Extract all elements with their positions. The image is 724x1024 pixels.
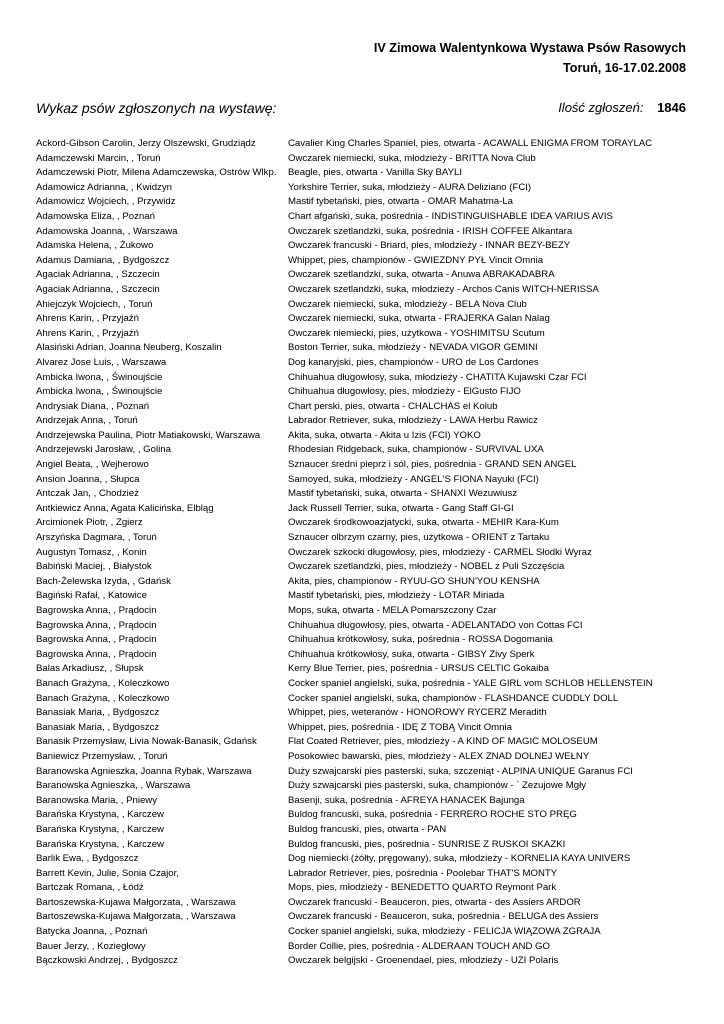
owner-name: Banasiak Maria, , Bydgoszcz [36,721,160,733]
dog-entry: Owczarek niemiecki, suka, otwarta - FRAJERKA Galan Nalag [288,313,550,325]
list-item [36,444,696,455]
dog-entry: Mops, suka, otwarta - MELA Pomarszczony Czar [288,605,497,616]
list-item [36,897,696,908]
owner-name: Ahrens Karin, , Przyjaźń [36,313,139,325]
owner-name: Balas Arkadiusz, , Słupsk [36,663,144,675]
dog-entry: Labrador Retriever, suka, młodzieży - LAWA Herbu Rawicz [288,415,538,427]
list-item [36,955,696,966]
list-item [36,853,696,864]
list-item [36,590,696,601]
dog-entry: Border Collie, pies, pośrednia - ALDERAAN TOUCH AND GO [288,940,550,952]
owner-name: Batycka Joanna, , Poznań [36,926,148,938]
list-item [36,401,696,412]
list-item [36,693,696,704]
list-item [36,868,696,879]
list-item [36,926,696,937]
dog-entry: Jack Russell Terrier, suka, otwarta - Gang Staff GI-GI [288,502,514,514]
list-item [36,284,696,295]
dog-entry: Owczarek szetlandzki, suka, młodzieży - Archos Canis WITCH-NERISSA [288,283,599,295]
owner-name: Andrzejewska Paulina, Piotr Matiakowski, Warszawa [36,429,261,441]
owner-name: Alasiński Adrian, Joanna Neuberg, Koszalin [36,342,222,354]
dog-entry: Owczarek niemiecki, suka, młodzieży - BELA Nova Club [288,298,527,310]
dog-entry: Mastif tybetański, suka, otwarta - SHANXI Wezuwiusz [288,488,518,500]
dog-entry: Owczarek francuski - Briard, pies, młodzieży - INNAR BEZY-BEZY [288,240,571,252]
list-item [36,882,696,893]
list-item [36,269,696,280]
dog-entry: Chart perski, pies, otwarta - CHALCHAS el Kolub [288,400,498,412]
dog-entry: Sznaucer olbrzym czarny, pies, użytkowa - ORIENT z Tartaku [288,532,550,544]
list-item [36,182,696,193]
dog-entry: Mastif tybetański, pies, otwarta - OMAR Mahatma-La [288,196,513,208]
list-item [36,941,696,952]
dog-entry: Cocker spaniel angielski, suka, pośrednia - YALE GIRL vom SCHLOB HELLENSTEIN [288,677,653,689]
list-item [36,196,696,207]
list-item [36,620,696,631]
owner-name: Ambicka Iwona, , Świnoujście [36,371,163,383]
list-item [36,561,696,572]
dog-entry: Akita, pies, championów - RYUU-GO SHUN'YOU KENSHA [288,575,540,587]
dog-entry: Owczarek belgijski - Groenendael, pies, młodzieży - UZI Polaris [288,955,559,967]
list-item [36,167,696,178]
dog-entry: Posokowiec bawarski, pies, młodzieży - ALEX ZNAD DOLNEJ WEŁNY [288,750,590,762]
dog-entry: Duży szwajcarski pies pasterski, suka, szczeniąt - ALPINA UNIQUE Garanus FCI [288,765,633,777]
owner-name: Barrett Kevin, Julie, Sonia Czajor, [36,867,179,879]
owner-name: Adamska Helena, , Żukowo [36,240,154,252]
entries-list [36,138,696,970]
list-item [36,474,696,485]
owner-name: Augustyn Tomasz, , Konin [36,546,147,558]
owner-name: Adamowska Joanna, , Warszawa [36,225,178,237]
dog-entry: Whippet, pies, championów - GWIEZDNY PYŁ Vincit Omnia [288,254,544,266]
dog-entry: Dog kanaryjski, pies, championów - URO de Los Cardones [288,356,539,368]
owner-name: Adamowska Eliza, , Poznań [36,210,155,222]
dog-entry: Boston Terrier, suka, młodzieży - NEVADA VIGOR GEMINI [288,342,538,354]
list-item [36,372,696,383]
list-item [36,722,696,733]
list-item [36,313,696,324]
list-item [36,678,696,689]
owner-name: Ahiejczyk Wojciech, , Toruń [36,298,153,310]
owner-name: Banasik Przemysław, Livia Nowak-Banasik, Gdańsk [36,736,257,748]
owner-name: Babiński Maciej, , Białystok [36,561,152,573]
list-item [36,634,696,645]
dog-entry: Owczarek francuski - Beauceron, pies, otwarta - des Assiers ARDOR [288,896,581,908]
header-title: IV Zimowa Walentynkowa Wystawa Psów Rasowych [373,41,686,55]
owner-name: Ahrens Karin, , Przyjaźń [36,327,139,339]
list-item [36,707,696,718]
owner-name: Angiel Beata, , Wejherowo [36,459,149,471]
owner-name: Andrzejak Anna, , Toruń [36,415,138,427]
owner-name: Bartoszewska-Kujawa Małgorzata, , Warszawa [36,911,236,923]
owner-name: Baranowska Agnieszka, Joanna Rybak, Warszawa [36,765,252,777]
dog-entry: Yorkshire Terrier, suka, młodzieży - AURA Deliziano (FCI) [288,181,532,193]
list-item [36,780,696,791]
list-item [36,547,696,558]
dog-entry: Cavalier King Charles Spaniel, pies, otwarta - ACAWALL ENIGMA FROM TORAYLAC [288,138,653,149]
dog-entry: Chihuahua długowłosy, suka, młodzieży - CHATITA Kujawski Czar FCI [288,371,587,383]
list-item [36,517,696,528]
owner-name: Bartoszewska-Kujawa Małgorzata, , Warszawa [36,896,236,908]
entry-count [558,100,686,115]
dog-entry: Cocker spaniel angielski, suka, championów - FLASHDANCE CUDDLY DOLL [288,692,619,704]
dog-entry: Mastif tybetański, pies, młodzieży - LOTAR Miriada [288,590,505,602]
dog-entry: Owczarek szetlandzki, suka, pośrednia - IRISH COFFEE Alkantara [288,225,573,237]
header-subtitle: Toruń, 16-17.02.2008 [563,61,686,75]
owner-name: Bach-Żelewska Izyda, , Gdańsk [36,575,171,587]
dog-entry: Owczarek szetlandzki, pies, młodzieży - NOBEL z Puli Szczęścia [288,561,565,573]
dog-entry: Buldog francuski, pies, pośrednia - SUNRISE Z RUSKOI SKAZKI [288,838,566,850]
owner-name: Barańska Krystyna, , Karczew [36,809,164,821]
list-item [36,911,696,922]
owner-name: Barańska Krystyna, , Karczew [36,838,164,850]
list-heading: Wykaz psów zgłoszonych na wystawę: [36,100,277,116]
owner-name: Ambicka Iwona, , Świnoujście [36,386,163,398]
owner-name: Baniewicz Przemysław, , Toruń [36,750,168,762]
list-item [36,576,696,587]
list-item [36,255,696,266]
dog-entry: Samoyed, suka, młodzieży - ANGEL'S FIONA Nayuki (FCI) [288,473,539,485]
count-value: 1846 [657,100,686,115]
dog-entry: Chihuahua krótkowłosy, suka, pośrednia - ROSSA Dogomania [288,634,553,646]
list-item [36,430,696,441]
dog-entry: Owczarek szkocki długowłosy, pies, młodzieży - CARMEL Słodki Wyraz [288,546,592,558]
list-item [36,342,696,353]
list-item [36,211,696,222]
owner-name: Bagrowska Anna, , Prądocin [36,634,157,646]
owner-name: Agaciak Adrianna, , Szczecin [36,283,160,295]
list-item [36,824,696,835]
owner-name: Bartczak Romana, , Łódź [36,882,144,894]
dog-entry: Owczarek środkowoazjatycki, suka, otwarta - MEHIR Kara-Kum [288,517,559,529]
list-item [36,649,696,660]
dog-entry: Labrador Retriever, pies, pośrednia - Poolebar THAT'S MONTY [288,867,558,879]
owner-name: Adamus Damiana, , Bydgoszcz [36,254,170,266]
list-item [36,299,696,310]
dog-entry: Rhodesian Ridgeback, suka, championów - SURVIVAL UXA [288,444,544,456]
dog-entry: Owczarek szetlandzki, suka, otwarta - Anuwa ABRAKADABRA [288,269,555,281]
owner-name: Antkiewicz Anna, Agata Kalicińska, Elbląg [36,502,214,514]
dog-entry: Buldog francuski, pies, otwarta - PAN [288,823,447,835]
list-item [36,532,696,543]
owner-name: Barańska Krystyna, , Karczew [36,823,164,835]
list-item [36,663,696,674]
owner-name: Arszyńska Dagmara, , Toruń [36,532,157,544]
list-item [36,488,696,499]
list-item [36,736,696,747]
list-item [36,605,696,616]
list-item [36,240,696,251]
list-item [36,503,696,514]
owner-name: Ackord-Gibson Carolin, Jerzy Olszewski, Grudziądz [36,138,256,149]
owner-name: Banach Grażyna, , Koleczkowo [36,677,170,689]
owner-name: Andrzejewski Jarosław, , Golina [36,444,171,456]
owner-name: Antczak Jan, , Chodzież [36,488,139,500]
owner-name: Bagrowska Anna, , Prądocin [36,619,157,631]
dog-entry: Chihuahua krótkowłosy, suka, otwarta - GIBSY Zivy Sperk [288,648,535,660]
dog-entry: Chart afgański, suka, pośrednia - INDISTINGUISHABLE IDEA VARIUS AVIS [288,210,613,222]
owner-name: Bauer Jerzy, , Koziegłowy [36,940,146,952]
dog-entry: Chihuahua długowłosy, pies, młodzieży - ElGusto FIJO [288,386,521,398]
list-item [36,751,696,762]
dog-entry: Chihuahua długowłosy, pies, otwarta - ADELANTADO von Cottas FCI [288,619,583,631]
owner-name: Adamowicz Wojciech, , Przywidz [36,196,176,208]
dog-entry: Basenji, suka, pośrednia - AFREYA HANACEK Bajunga [288,794,525,806]
dog-entry: Owczarek niemiecki, pies, użytkowa - YOSHIMITSU Scutum [288,327,545,339]
owner-name: Barlik Ewa, , Bydgoszcz [36,853,139,865]
dog-entry: Flat Coated Retriever, pies, młodzieży - A KIND OF MAGIC MOLOSEUM [288,736,598,748]
list-item [36,328,696,339]
list-item [36,809,696,820]
owner-name: Bagrowska Anna, , Prądocin [36,605,157,616]
count-label: Ilość zgłoszeń: [558,100,644,115]
dog-entry: Whippet, pies, pośrednia - IDĘ Z TOBĄ Vincit Omnia [288,721,512,733]
dog-entry: Owczarek niemiecki, suka, młodzieży - BRITTA Nova Club [288,152,536,164]
owner-name: Alvarez Jose Luis, , Warszawa [36,356,167,368]
list-item [36,226,696,237]
owner-name: Arcimionek Piotr, , Zgierz [36,517,143,529]
dog-entry: Whippet, pies, weteranów - HONOROWY RYCERZ Meradith [288,707,547,719]
owner-name: Bagiński Rafał, , Katowice [36,590,147,602]
owner-name: Ansion Joanna, , Słupca [36,473,140,485]
owner-name: Baranowska Agnieszka, , Warszawa [36,780,191,792]
owner-name: Agaciak Adrianna, , Szczecin [36,269,160,281]
list-item [36,386,696,397]
list-item [36,839,696,850]
owner-name: Bagrowska Anna, , Prądocin [36,648,157,660]
owner-name: Bączkowski Andrzej, , Bydgoszcz [36,955,178,967]
dog-entry: Owczarek francuski - Beauceron, suka, pośrednia - BELUGA des Assiers [288,911,599,923]
dog-entry: Cocker spaniel angielski, suka, młodzieży - FELICJA WIĄZOWA ZGRAJA [288,926,601,938]
list-item [36,357,696,368]
dog-entry: Akita, suka, otwarta - Akita u Izis (FCI) YOKO [288,429,481,441]
dog-entry: Buldog francuski, suka, pośrednia - FERRERO ROCHE STO PRĘG [288,809,577,821]
dog-entry: Kerry Blue Terrier, pies, pośrednia - URSUS CELTIC Gokaiba [288,663,549,675]
dog-entry: Sznaucer średni pieprz i sól, pies, pośrednia - GRAND SEN ANGEL [288,459,577,471]
owner-name: Adamczewski Marcin, , Toruń [36,152,161,164]
list-item [36,138,696,149]
owner-name: Banasiak Maria, , Bydgoszcz [36,707,160,719]
list-item [36,795,696,806]
list-item [36,153,696,164]
list-item [36,766,696,777]
dog-entry: Mops, pies, młodzieży - BENEDETTO QUARTO Reymont Park [288,882,557,894]
list-item [36,459,696,470]
dog-entry: Beagle, pies, otwarta - Vanilla Sky BAYLI [288,167,463,179]
dog-entry: Duży szwajcarski pies pasterski, suka, championów - ` Zezujowe Mgły [288,780,587,792]
dog-entry: Dog niemiecki (żółty, pręgowany), suka, młodzieży - KORNELIA KAYA UNIVERS [288,853,631,865]
owner-name: Banach Grażyna, , Koleczkowo [36,692,170,704]
owner-name: Andrysiak Diana, , Poznań [36,400,150,412]
list-item [36,415,696,426]
owner-name: Adamczewski Piotr, Milena Adamczewska, Ostrów Wlkp. [36,167,277,179]
owner-name: Baranowska Maria, , Pniewy [36,794,158,806]
owner-name: Adamowicz Adrianna, , Kwidzyn [36,181,172,193]
